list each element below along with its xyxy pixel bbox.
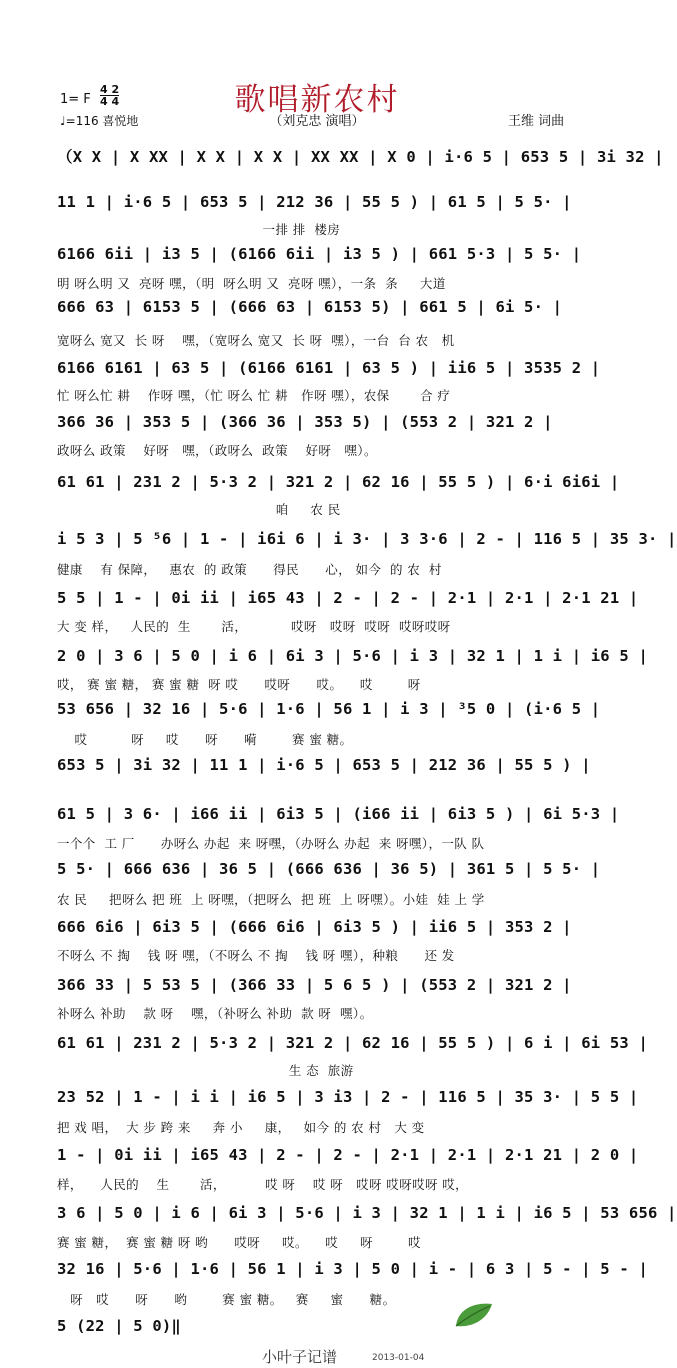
notation-line: 5 (22 | 5 0)‖	[57, 1317, 181, 1335]
lyric-line: 健康 有 保障， 惠农 的 政策 得民 心， 如今 的 农 村	[57, 562, 442, 577]
notation-line: 5 5 | 1 - | 0i ii | i65 43 | 2 - | 2 - | 2·1 | 2·1 | 2·1 21 |	[57, 589, 639, 607]
lyric-line: 哎， 赛 蜜 糖， 赛 蜜 糖 呀 哎 哎呀 哎。 哎 呀	[57, 677, 421, 692]
key-signature: 1= F	[60, 92, 91, 107]
lyric-line: 一个个 工 厂 办呀么 办起 来 呀嘿，（办呀么 办起 来 呀嘿），一队 队	[57, 836, 485, 851]
lyric-line: 把 戏 唱， 大 步 跨 来 奔 小 康， 如今 的 农 村 大 变	[57, 1120, 425, 1135]
notation-line: 61 61 | 231 2 | 5·3 2 | 321 2 | 62 16 | 55 5 ) | 6·i 6i6i |	[57, 473, 620, 491]
notation-line: 61 5 | 3 6· | i66 ii | 6i3 5 | (i66 ii | 6i3 5 ) | 6i 5·3 |	[57, 805, 620, 823]
lyric-line: 明 呀么明 又 亮呀 嘿，（明 呀么明 又 亮呀 嘿），一条 条 大道	[57, 276, 446, 291]
lyric-line: 不呀么 不 掏 钱 呀 嘿，（不呀么 不 掏 钱 呀 嘿），种粮 还 发	[57, 948, 455, 963]
watermark-text: 小叶子记谱	[262, 1348, 338, 1366]
time-signature-top: 4 2	[100, 83, 120, 96]
notation-line: i 5 3 | 5 ⁵6 | 1 - | i6i 6 | i 3· | 3 3·6 | 2 - | 116 5 | 35 3· |	[57, 530, 677, 548]
lyric-line: 补呀么 补助 款 呀 嘿，（补呀么 补助 款 呀 嘿）。	[57, 1006, 373, 1021]
tempo-marking: ♩=116 喜悦地	[60, 114, 139, 128]
composer-credit: 王维 词曲	[508, 114, 565, 129]
notation-line: 1 - | 0i ii | i65 43 | 2 - | 2 - | 2·1 | 2·1 | 2·1 21 | 2 0 |	[57, 1146, 639, 1164]
notation-line: 653 5 | 3i 32 | 11 1 | i·6 5 | 653 5 | 212 36 | 55 5 ) |	[57, 756, 591, 774]
leaf-icon	[452, 1300, 496, 1330]
lyric-line: 哎 呀 哎 呀 嗬 赛 蜜 糖。	[57, 732, 353, 747]
lyric-line: 政呀么 政策 好呀 嘿，（政呀么 政策 好呀 嘿）。	[57, 443, 377, 458]
time-signature	[100, 84, 119, 107]
notation-line: 2 0 | 3 6 | 5 0 | i 6 | 6i 3 | 5·6 | i 3 | 32 1 | 1 i | i6 5 |	[57, 647, 648, 665]
lyric-line: 赛 蜜 糖， 赛 蜜 糖 呀 哟 哎呀 哎。 哎 呀 哎	[57, 1235, 421, 1250]
notation-line: 6166 6ii | i3 5 | (6166 6ii | i3 5 ) | 661 5·3 | 5 5· |	[57, 245, 582, 263]
lyric-line: 大 变 样， 人民的 生 活， 哎呀 哎呀 哎呀 哎呀哎呀	[57, 619, 451, 634]
lyric-line: 咱 农 民	[57, 502, 341, 517]
lyric-line: 宽呀么 宽又 长 呀 嘿，（宽呀么 宽又 长 呀 嘿），一台 台 农 机	[57, 333, 455, 348]
notation-line: （X X | X XX | X X | X X | XX XX | X 0 | i·6 5 | 653 5 | 3i 32 |	[57, 148, 664, 166]
notation-line: 23 52 | 1 - | i i | i6 5 | 3 i3 | 2 - | 116 5 | 35 3· | 5 5 |	[57, 1088, 639, 1106]
time-signature-bottom: 4 4	[100, 95, 120, 108]
notation-line: 61 61 | 231 2 | 5·3 2 | 321 2 | 62 16 | 55 5 ) | 6 i | 6i 53 |	[57, 1034, 648, 1052]
lyric-line: 生 态 旅游	[57, 1063, 354, 1078]
notation-line: 666 6i6 | 6i3 5 | (666 6i6 | 6i3 5 ) | ii6 5 | 353 2 |	[57, 918, 572, 936]
notation-line: 366 36 | 353 5 | (366 36 | 353 5) | (553 2 | 321 2 |	[57, 413, 553, 431]
notation-line: 32 16 | 5·6 | 1·6 | 56 1 | i 3 | 5 0 | i - | 6 3 | 5 - | 5 - |	[57, 1260, 648, 1278]
notation-line: 6166 6161 | 63 5 | (6166 6161 | 63 5 ) | ii6 5 | 3535 2 |	[57, 359, 601, 377]
lyric-line: 一排 排 楼房	[57, 222, 341, 237]
lyric-line: 样， 人民的 生 活， 哎 呀 哎 呀 哎呀 哎呀哎呀 哎，	[57, 1177, 469, 1192]
singer-credit: （刘克忠 演唱）	[269, 114, 365, 129]
notation-line: 366 33 | 5 53 5 | (366 33 | 5 6 5 ) | (553 2 | 321 2 |	[57, 976, 572, 994]
notation-line: 11 1 | i·6 5 | 653 5 | 212 36 | 55 5 ) | 61 5 | 5 5· |	[57, 193, 572, 211]
notation-line: 3 6 | 5 0 | i 6 | 6i 3 | 5·6 | i 3 | 32 1 | 1 i | i6 5 | 53 656 |	[57, 1204, 677, 1222]
watermark-date: 2013-01-04	[372, 1353, 425, 1363]
notation-line: 5 5· | 666 636 | 36 5 | (666 636 | 36 5) | 361 5 | 5 5· |	[57, 860, 601, 878]
lyric-line: 呀 哎 呀 哟 赛 蜜 糖。 赛 蜜 糖。	[57, 1292, 396, 1307]
lyric-line: 农 民 把呀么 把 班 上 呀嘿，（把呀么 把 班 上 呀嘿）。小娃 娃 上 学	[57, 892, 485, 907]
notation-line: 666 63 | 6153 5 | (666 63 | 6153 5) | 661 5 | 6i 5· |	[57, 298, 563, 316]
notation-line: 53 656 | 32 16 | 5·6 | 1·6 | 56 1 | i 3 | ³5 0 | (i·6 5 |	[57, 700, 601, 718]
song-title: 歌唱新农村	[234, 82, 400, 118]
lyric-line: 忙 呀么忙 耕 作呀 嘿，（忙 呀么 忙 耕 作呀 嘿），农保 合 疗	[57, 388, 451, 403]
